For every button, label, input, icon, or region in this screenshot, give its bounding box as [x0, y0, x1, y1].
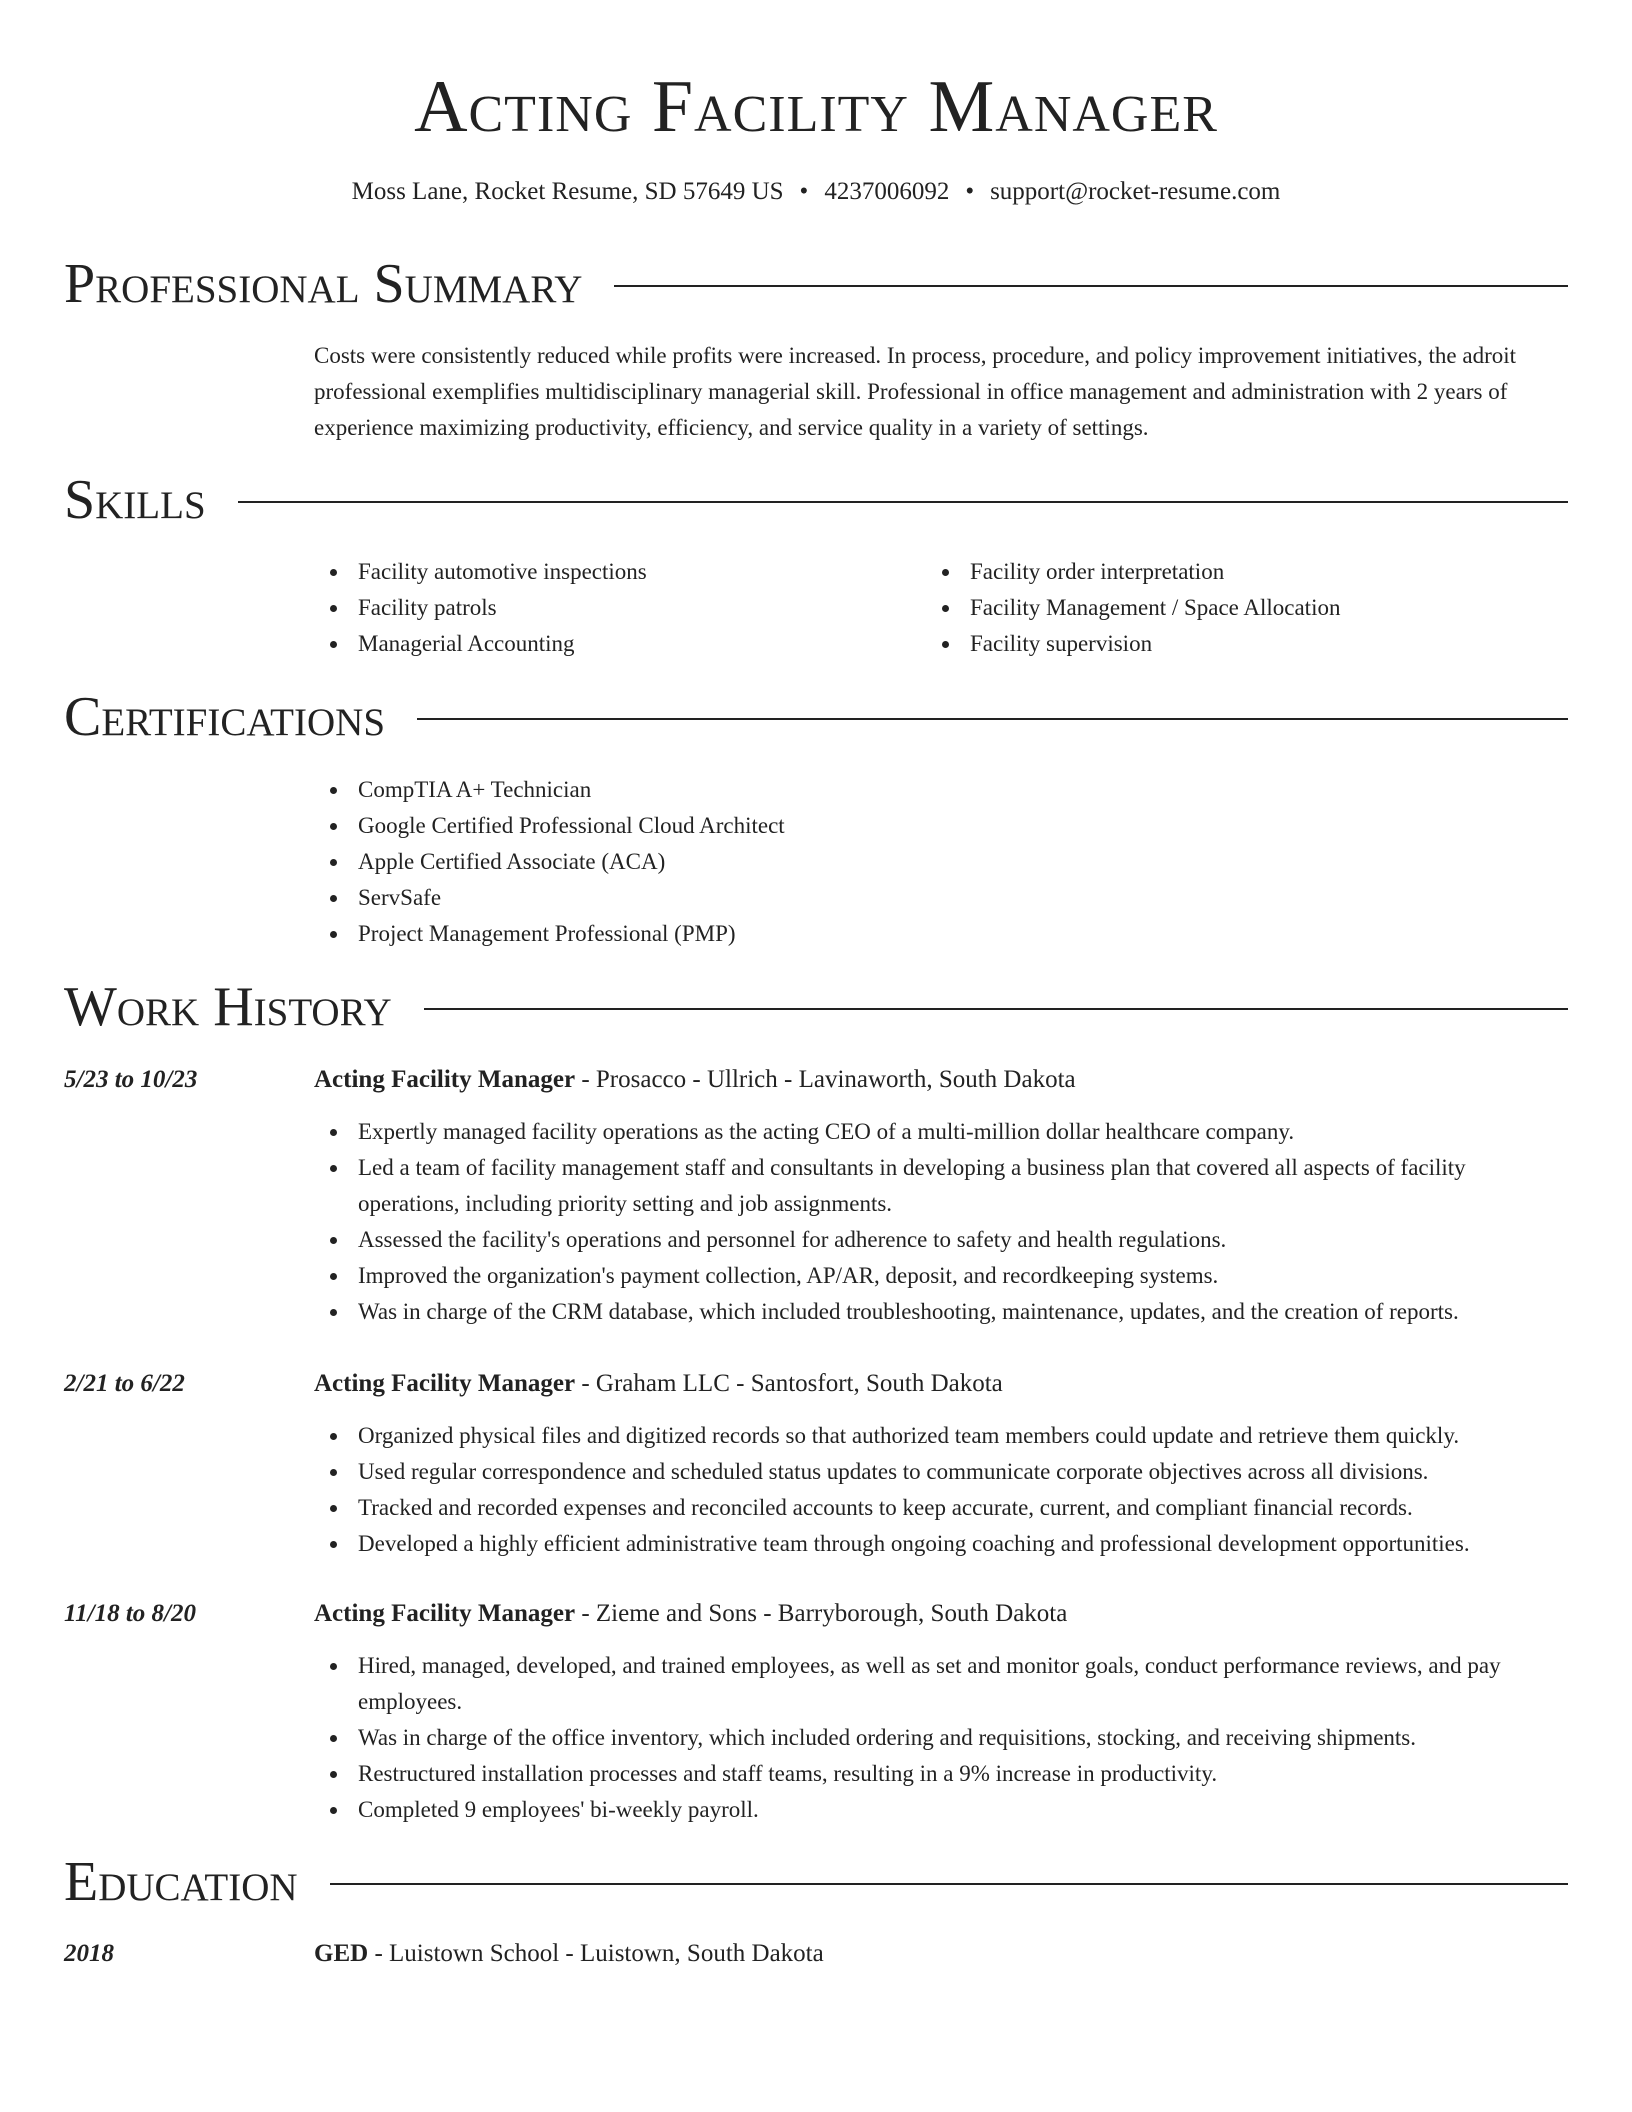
job-duty: Organized physical files and digitized records so that authorized team members could update and retrieve them quickly. — [314, 1418, 1568, 1454]
skill-item: Facility Management / Space Allocation — [926, 590, 1526, 626]
skill-item: Facility patrols — [314, 590, 914, 626]
job-title: Acting Facility Manager — [314, 1066, 576, 1093]
job-duties-list — [314, 1114, 1568, 1330]
job-duty: Restructured installation processes and staff teams, resulting in a 9% increase in productivity. — [314, 1756, 1568, 1792]
job-duty: Developed a highly efficient administrative team through ongoing coaching and professional development opportunities. — [314, 1526, 1568, 1562]
certification-item: Project Management Professional (PMP) — [314, 916, 1568, 952]
summary-paragraph: Costs were consistently reduced while profits were increased. In process, procedure, and policy improvement initiatives, the adroit professional exemplifies multidisciplinary managerial skill. Professional in office management and administration with 2 years of experience maximizing productivity, efficiency, and service quality in a variety of settings. — [314, 343, 1517, 440]
section-divider — [238, 501, 1568, 503]
job-heading — [314, 1596, 1568, 1632]
section-header-work-history — [64, 975, 1568, 1039]
education-heading — [314, 1936, 1568, 1972]
section-header-certifications — [64, 685, 1568, 749]
contact-line — [0, 174, 1632, 210]
job-duty: Expertly managed facility operations as the acting CEO of a multi-million dollar healthcare company. — [314, 1114, 1568, 1150]
job-dates: 5/23 to 10/23 — [64, 1066, 198, 1093]
education-school-location: - Luistown School - Luistown, South Dakota — [368, 1940, 824, 1967]
contact-address: Moss Lane, Rocket Resume, SD 57649 US — [351, 178, 784, 205]
skills-list-right — [926, 554, 1526, 662]
job-employer-location: - Zieme and Sons - Barryborough, South Dakota — [575, 1600, 1068, 1627]
section-divider — [614, 285, 1568, 287]
job-duties-list — [314, 1648, 1568, 1828]
job-duty: Completed 9 employees' bi-weekly payroll. — [314, 1792, 1568, 1828]
skill-item: Facility supervision — [926, 626, 1526, 662]
certification-item: CompTIA A+ Technician — [314, 772, 1568, 808]
certifications-list — [314, 772, 1568, 952]
contact-phone: 4237006092 — [824, 178, 950, 205]
job-duty: Hired, managed, developed, and trained employees, as well as set and monitor goals, conduct performance reviews, and pay employees. — [314, 1648, 1568, 1720]
certification-item: ServSafe — [314, 880, 1568, 916]
section-header-summary — [64, 252, 1568, 316]
section-divider — [424, 1008, 1568, 1010]
resume-name: Acting Facility Manager — [414, 66, 1218, 148]
section-divider — [417, 718, 1568, 720]
skill-item: Facility automotive inspections — [314, 554, 914, 590]
job-duty: Used regular correspondence and scheduled status updates to communicate corporate objectives across all divisions. — [314, 1454, 1568, 1490]
certification-item: Apple Certified Associate (ACA) — [314, 844, 1568, 880]
contact-email: support@rocket-resume.com — [990, 178, 1281, 205]
job-duties-list — [314, 1418, 1568, 1562]
job-duty: Improved the organization's payment collection, AP/AR, deposit, and recordkeeping systems. — [314, 1258, 1568, 1294]
contact-separator: • — [799, 178, 809, 205]
job-duty: Led a team of facility management staff and consultants in developing a business plan that covered all aspects of facility operations, including priority setting and job assignments. — [314, 1150, 1568, 1222]
job-title: Acting Facility Manager — [314, 1370, 576, 1397]
job-employer-location: - Prosacco - Ullrich - Lavinaworth, South Dakota — [575, 1066, 1076, 1093]
section-title-summary: Professional Summary — [64, 253, 583, 315]
education-year: 2018 — [64, 1940, 114, 1967]
section-title-certifications: Certifications — [64, 686, 386, 748]
section-title-education: Education — [64, 1851, 298, 1913]
skill-item: Managerial Accounting — [314, 626, 914, 662]
job-duty: Assessed the facility's operations and personnel for adherence to safety and health regulations. — [314, 1222, 1568, 1258]
job-title: Acting Facility Manager — [314, 1600, 576, 1627]
job-dates: 11/18 to 8/20 — [64, 1600, 196, 1627]
skills-list-left — [314, 554, 914, 662]
job-heading — [314, 1062, 1568, 1098]
job-duty: Was in charge of the CRM database, which included troubleshooting, maintenance, updates, and the creation of reports. — [314, 1294, 1568, 1330]
job-heading — [314, 1366, 1568, 1402]
section-title-skills: Skills — [64, 469, 206, 531]
section-title-work-history: Work History — [64, 976, 392, 1038]
job-duty: Tracked and recorded expenses and reconciled accounts to keep accurate, current, and compliant financial records. — [314, 1490, 1568, 1526]
skill-item: Facility order interpretation — [926, 554, 1526, 590]
job-dates: 2/21 to 6/22 — [64, 1370, 185, 1397]
section-header-skills — [64, 468, 1568, 532]
education-degree: GED — [314, 1940, 369, 1967]
contact-separator: • — [965, 178, 975, 205]
section-header-education — [64, 1850, 1568, 1914]
job-employer-location: - Graham LLC - Santosfort, South Dakota — [575, 1370, 1003, 1397]
certification-item: Google Certified Professional Cloud Architect — [314, 808, 1568, 844]
job-duty: Was in charge of the office inventory, which included ordering and requisitions, stocking, and receiving shipments. — [314, 1720, 1568, 1756]
section-divider — [330, 1883, 1568, 1885]
